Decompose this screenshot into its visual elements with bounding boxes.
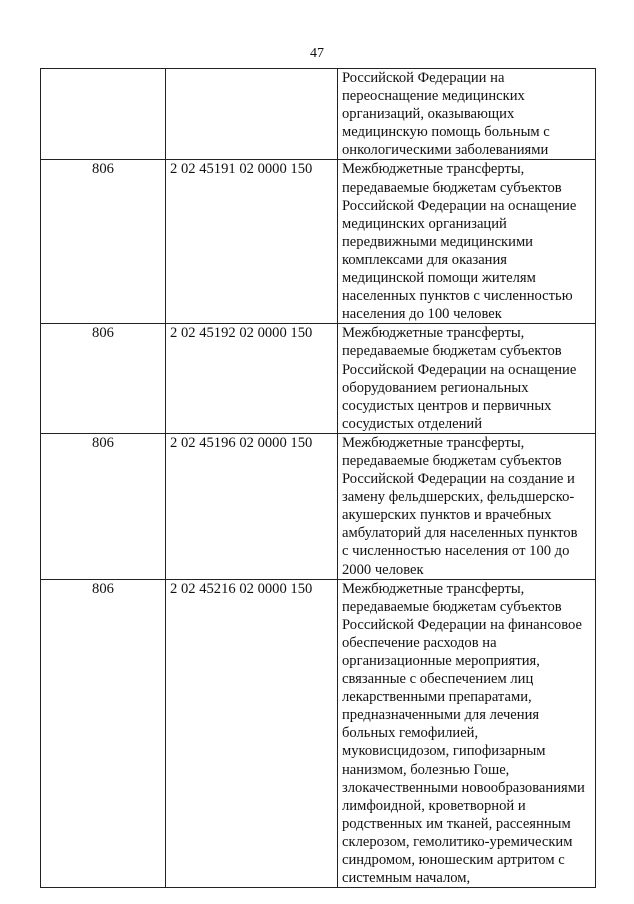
description-line: системным началом, [342,870,471,887]
description-line: обеспечение расходов на [342,634,497,651]
description-line: Межбюджетные трансферты, [342,580,525,597]
description-line: с численностью населения от 100 до [342,543,570,560]
description-cell [338,433,596,579]
description-line: предназначенными для лечения [342,707,540,724]
description-line: нанизмом, болезнью Гоше, [342,761,510,778]
description-line: связанные с обеспечением лиц [342,671,534,688]
description-line: сосудистых отделений [342,415,483,432]
description-line: сосудистых центров и первичных [342,397,552,414]
description-line: родственных им тканей, рассеянным [342,815,571,832]
description-line: передаваемые бюджетам субъектов [342,452,562,469]
description-line: синдромом, юношеским артритом с [342,852,565,869]
table-row [41,579,596,888]
description-line: склерозом, гемолитико-уремическим [342,833,573,850]
description-line: злокачественными новообразованиями [342,779,585,796]
description-line: Межбюджетные трансферты, [342,434,525,451]
admin-code-cell: 806 [41,324,166,434]
description-line: оборудованием региональных [342,379,529,396]
description-cell [338,324,596,434]
description-line: передаваемые бюджетам субъектов [342,343,562,360]
description-line: онкологическими заболеваниями [342,142,549,159]
revenue-code-cell: 2 02 45191 02 0000 150 [166,160,338,324]
description-line: медицинской помощи жителям [342,270,536,287]
revenue-code-cell: 2 02 45192 02 0000 150 [166,324,338,434]
table-row [41,160,596,324]
admin-code-cell: 806 [41,579,166,888]
table-row [41,324,596,434]
description-line: лимфоидной, кроветворной и [342,797,526,814]
revenue-code-cell [166,69,338,160]
description-line: передаваемые бюджетам субъектов [342,179,562,196]
description-cell [338,579,596,888]
description-line: лекарственными препаратами, [342,689,532,706]
description-line: медицинских организаций [342,215,507,232]
admin-code-cell [41,69,166,160]
description-line: организационные мероприятия, [342,653,540,669]
description-line: переоснащение медицинских [342,88,525,105]
description-line: населения до 100 человек [342,306,502,323]
description-line: медицинскую помощь больным с [342,124,550,141]
description-cell [338,160,596,324]
description-line: 2000 человек [342,561,424,578]
description-line: Межбюджетные трансферты, [342,325,525,342]
revenue-code-cell: 2 02 45216 02 0000 150 [166,579,338,888]
description-line: замену фельдшерских, фельдшерско- [342,489,575,506]
description-line: Российской Федерации на оснащение [342,361,577,378]
admin-code-cell: 806 [41,433,166,579]
page-number: 47 [310,46,324,61]
description-line: больных гемофилией, [342,725,479,742]
description-line: комплексами для оказания [342,251,508,268]
table-row [41,69,596,160]
admin-code-cell: 806 [41,160,166,324]
description-line: Российской Федерации на создание и [342,471,575,488]
description-line: Российской Федерации на оснащение [342,197,577,214]
description-line: передаваемые бюджетам субъектов [342,598,562,615]
description-cell [338,69,596,160]
description-line: муковисцидозом, гипофизарным [342,743,546,760]
description-line: Российской Федерации на [342,70,505,86]
description-line: амбулаторий для населенных пунктов [342,525,578,542]
description-line: населенных пунктов с численностью [342,288,573,305]
budget-classification-table [40,68,596,888]
description-line: Российской Федерации на финансовое [342,616,582,633]
description-line: акушерских пунктов и врачебных [342,507,552,524]
revenue-code-cell: 2 02 45196 02 0000 150 [166,433,338,579]
description-line: Межбюджетные трансферты, [342,161,525,178]
description-line: передвижными медицинскими [342,233,533,250]
description-line: организаций, оказывающих [342,106,515,123]
table-row [41,433,596,579]
